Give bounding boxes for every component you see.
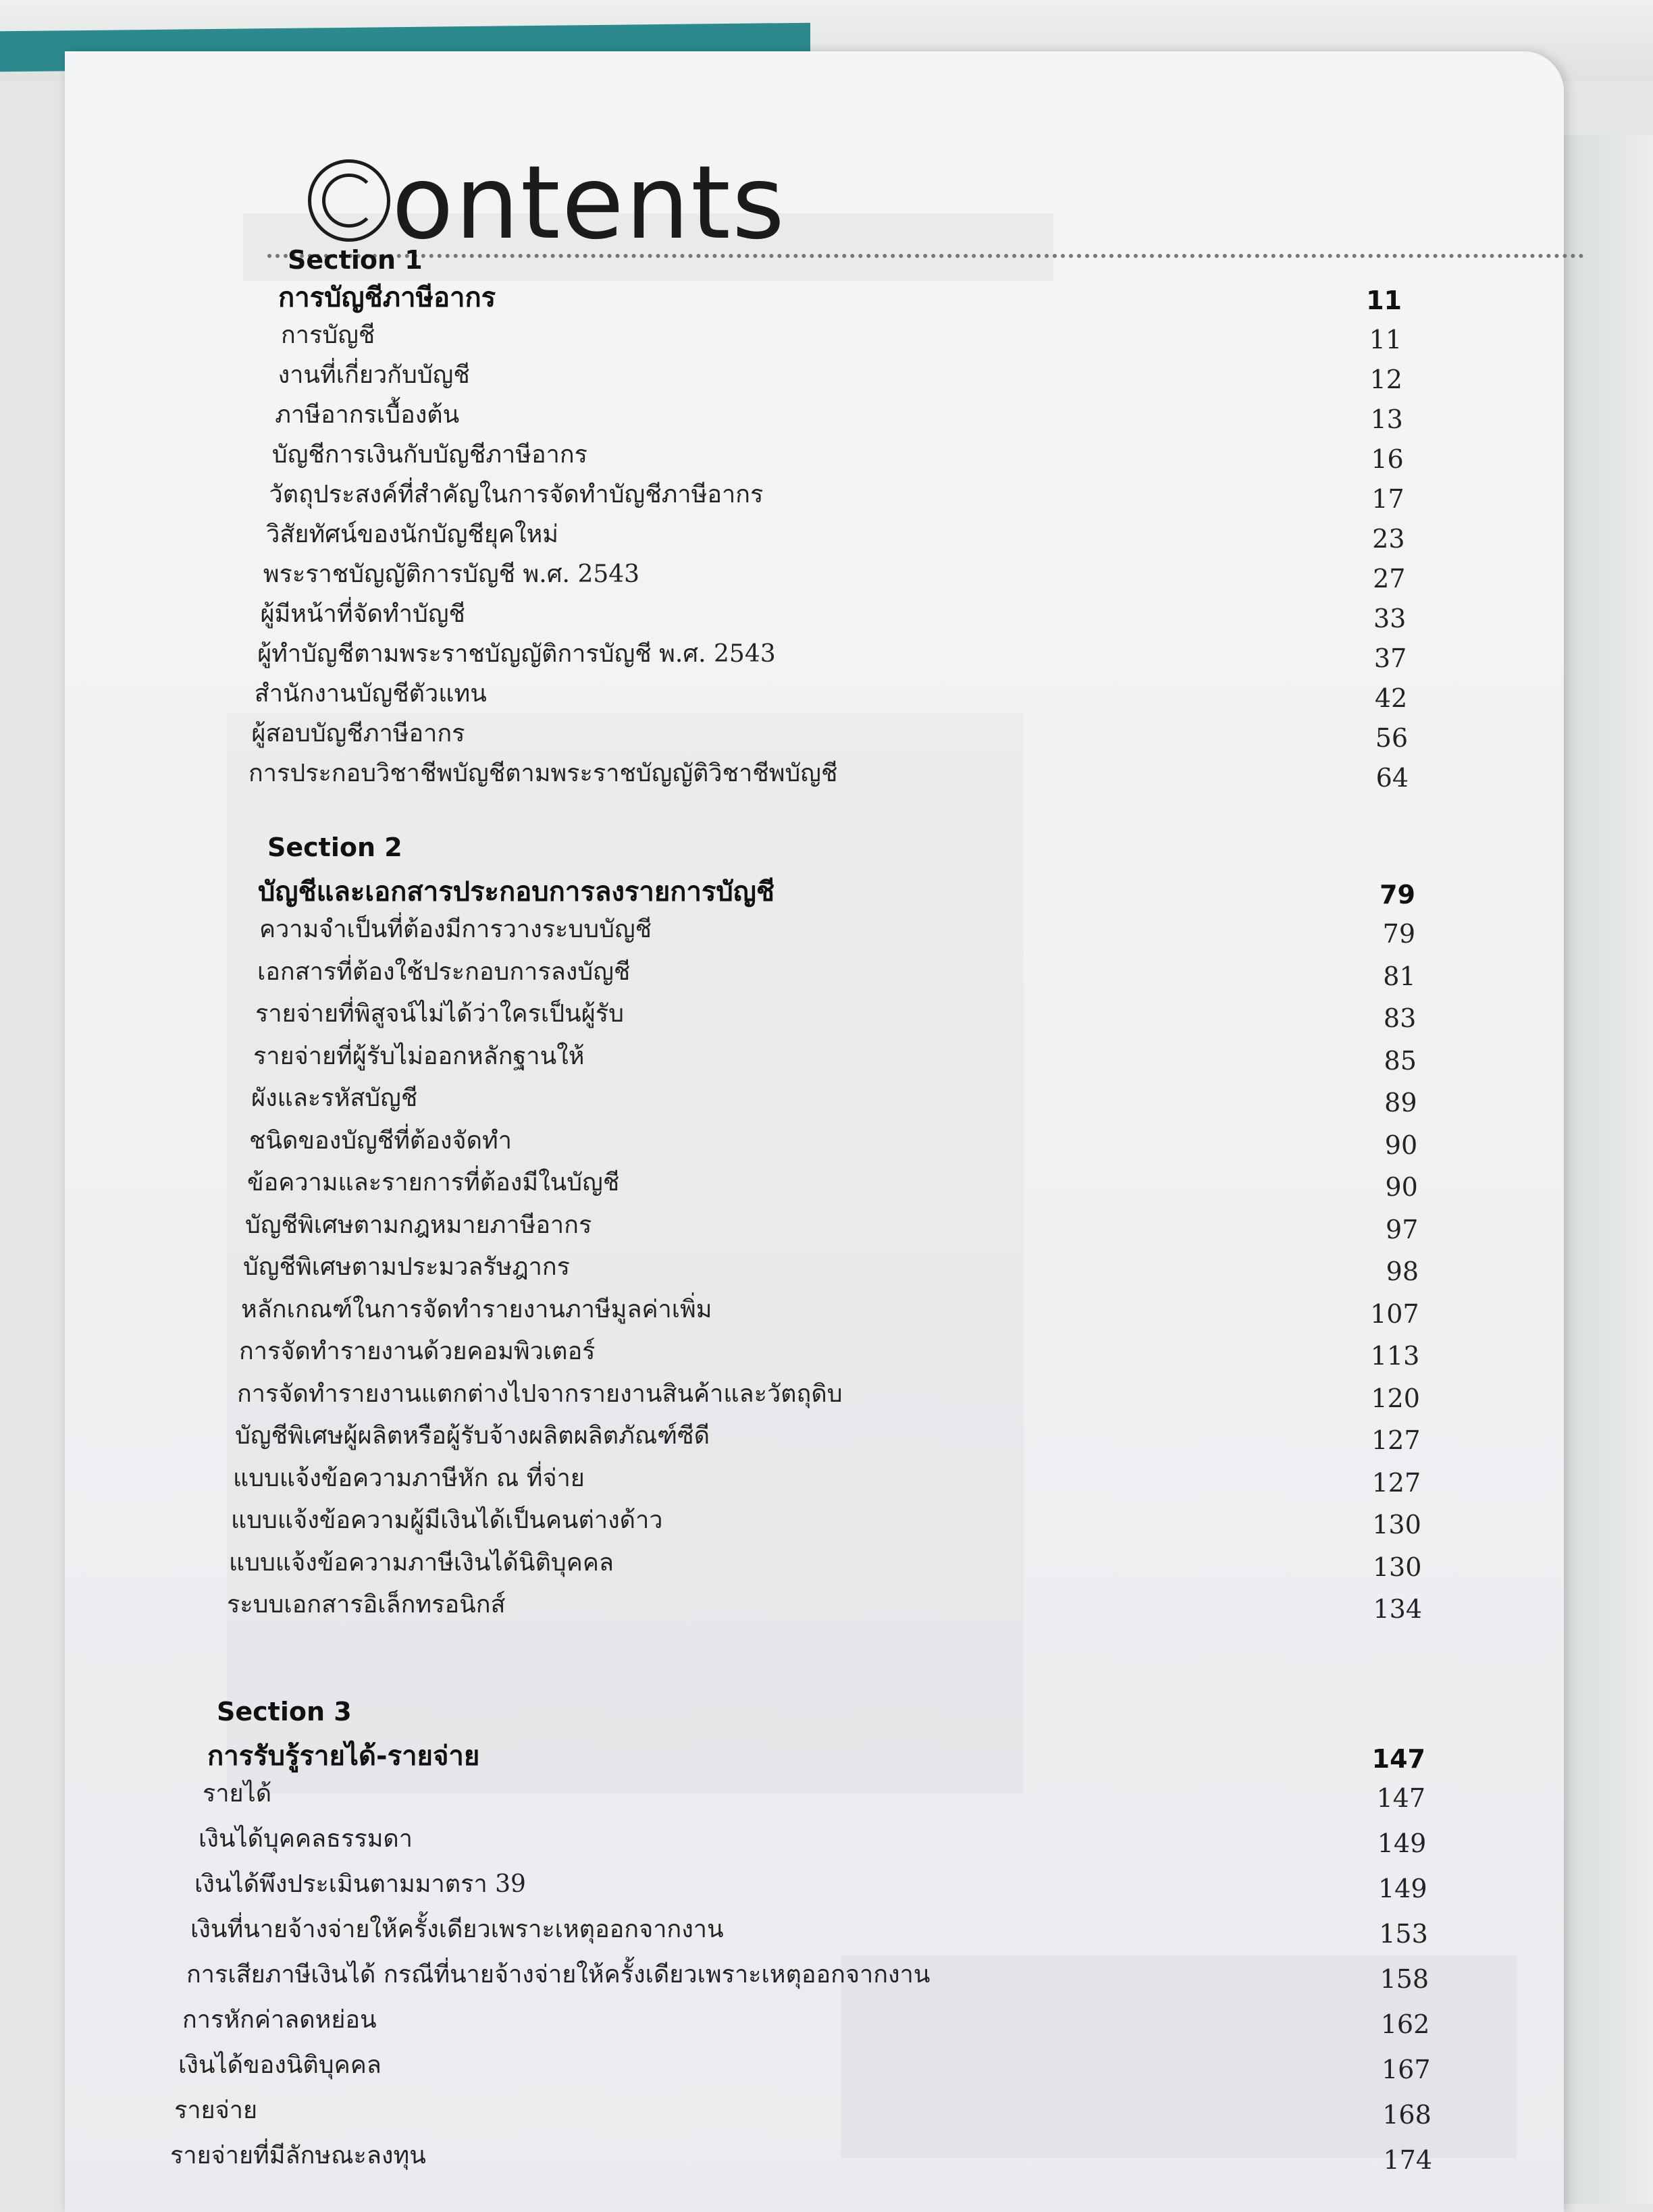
- page-title: [308, 144, 786, 262]
- toc-entry[interactable]: บัญชีพิเศษตามประมวลรัษฎากร: [243, 1253, 571, 1281]
- toc-entry[interactable]: บัญชีพิเศษผู้ผลิตหรือผู้รับจ้างผลิตผลิตภัณฑ์ซีดี: [235, 1422, 710, 1450]
- toc-page-number: 11: [1369, 325, 1402, 354]
- toc-entry[interactable]: การจัดทำรายงานแตกต่างไปจากรายงานสินค้าและวัตถุดิบ: [237, 1379, 843, 1408]
- section-title[interactable]: การรับรู้รายได้-รายจ่าย: [207, 1741, 480, 1772]
- toc-entry[interactable]: แบบแจ้งข้อความภาษีหัก ณ ที่จ่าย: [233, 1464, 585, 1492]
- contents-page: [65, 51, 1564, 2212]
- toc-entry[interactable]: ระบบเอกสารอิเล็กทรอนิกส์: [227, 1591, 506, 1618]
- toc-page-number: 56: [1375, 723, 1409, 753]
- section-page-number: 79: [1380, 880, 1415, 910]
- toc-entry[interactable]: หลักเกณฑ์ในการจัดทำรายงานภาษีมูลค่าเพิ่ม: [241, 1295, 712, 1323]
- toc-entry[interactable]: รายจ่ายที่พิสูจน์ไม่ได้ว่าใครเป็นผู้รับ: [255, 1000, 624, 1028]
- toc-page-number: 158: [1380, 1964, 1429, 1994]
- toc-page-number: 64: [1375, 763, 1409, 793]
- toc-page-number: 17: [1371, 484, 1405, 514]
- toc-entry[interactable]: ผังและรหัสบัญชี: [251, 1084, 418, 1112]
- toc-page-number: 13: [1370, 404, 1403, 434]
- toc-entry[interactable]: การเสียภาษีเงินได้ กรณีที่นายจ้างจ่ายให้ครั้งเดียวเพราะเหตุออกจากงาน: [186, 1961, 930, 1989]
- page-title-text: ontents: [392, 144, 786, 262]
- toc-page-number: 37: [1373, 643, 1407, 673]
- toc-page-number: 89: [1384, 1088, 1417, 1117]
- toc-page-number: 97: [1386, 1214, 1419, 1244]
- toc-entry[interactable]: แบบแจ้งข้อความภาษีเงินได้นิติบุคคล: [229, 1548, 614, 1577]
- toc-entry[interactable]: วัตถุประสงค์ที่สำคัญในการจัดทำบัญชีภาษีอากร: [269, 481, 764, 508]
- toc-entry[interactable]: บัญชีพิเศษตามกฎหมายภาษีอากร: [245, 1211, 592, 1239]
- toc-page-number: 85: [1384, 1045, 1417, 1076]
- toc-entry[interactable]: รายจ่ายที่มีลักษณะลงทุน: [170, 2142, 426, 2169]
- toc-page-number: 27: [1373, 564, 1406, 594]
- toc-page-number: 127: [1371, 1467, 1421, 1498]
- toc-entry[interactable]: ผู้ทำบัญชีตามพระราชบัญญัติการบัญชี พ.ศ. 2543: [257, 640, 776, 668]
- section-page-number: 147: [1371, 1744, 1425, 1774]
- adjacent-page-edge: [1558, 135, 1653, 2204]
- toc-page-number: 83: [1383, 1003, 1417, 1033]
- toc-page-number: 33: [1373, 604, 1407, 633]
- toc-entry[interactable]: เงินได้บุคคลธรรมดา: [199, 1825, 413, 1853]
- toc-page-number: 174: [1383, 2145, 1432, 2175]
- toc-page-number: 90: [1384, 1130, 1418, 1160]
- toc-entry[interactable]: บัญชีการเงินกับบัญชีภาษีอากร: [271, 441, 587, 469]
- toc-entry[interactable]: ความจำเป็นที่ต้องมีการวางระบบบัญชี: [259, 916, 652, 943]
- toc-entry[interactable]: รายจ่าย: [174, 2097, 258, 2124]
- toc-page-number: 130: [1372, 1552, 1422, 1582]
- toc-page-number: 120: [1371, 1383, 1420, 1413]
- toc-page-number: 16: [1371, 444, 1404, 474]
- toc-entry[interactable]: การจัดทำรายงานด้วยคอมพิวเตอร์: [239, 1338, 596, 1365]
- toc-page-number: 12: [1369, 365, 1402, 394]
- dotted-divider: [267, 254, 1584, 258]
- toc-entry[interactable]: งานที่เกี่ยวกับบัญชี: [278, 361, 470, 389]
- toc-entry[interactable]: ข้อความและรายการที่ต้องมีในบัญชี: [247, 1169, 620, 1196]
- toc-entry[interactable]: การประกอบวิชาชีพบัญชีตามพระราชบัญญัติวิชาชีพบัญชี: [248, 760, 838, 787]
- toc-entry[interactable]: ชนิดของบัญชีที่ต้องจัดทำ: [249, 1126, 512, 1155]
- toc-page-number: 167: [1381, 2055, 1431, 2084]
- toc-page-number: 147: [1376, 1783, 1425, 1813]
- section-label: Section 2: [267, 833, 402, 862]
- toc-page-number: 81: [1383, 961, 1416, 991]
- section-title[interactable]: บัญชีและเอกสารประกอบการลงรายการบัญชี: [258, 876, 775, 907]
- toc-page-number: 107: [1370, 1298, 1419, 1329]
- title-initial-c-icon: [308, 159, 390, 242]
- toc-entry[interactable]: รายได้: [203, 1780, 272, 1808]
- section-page-number: 11: [1366, 286, 1402, 315]
- toc-page-number: 130: [1372, 1510, 1421, 1539]
- toc-entry[interactable]: พระราชบัญญัติการบัญชี พ.ศ. 2543: [263, 560, 640, 588]
- section-title[interactable]: การบัญชีภาษีอากร: [278, 282, 496, 313]
- toc-page-number: 98: [1386, 1257, 1419, 1286]
- toc-entry[interactable]: การหักค่าลดหย่อน: [182, 2006, 377, 2034]
- toc-entry[interactable]: เงินได้ของนิติบุคคล: [178, 2051, 382, 2079]
- toc-page-number: 127: [1371, 1425, 1421, 1455]
- toc-page-number: 23: [1372, 524, 1405, 554]
- toc-entry[interactable]: แบบแจ้งข้อความผู้มีเงินได้เป็นคนต่างด้าว: [231, 1506, 663, 1534]
- toc-page-number: 162: [1380, 2009, 1430, 2039]
- toc-page-number: 149: [1378, 1874, 1427, 1903]
- toc-entry[interactable]: วิสัยทัศน์ของนักบัญชียุคใหม่: [266, 521, 559, 548]
- toc-entry[interactable]: เอกสารที่ต้องใช้ประกอบการลงบัญชี: [257, 957, 631, 986]
- toc-page-number: 113: [1370, 1341, 1420, 1371]
- toc-entry[interactable]: รายจ่ายที่ผู้รับไม่ออกหลักฐานให้: [253, 1042, 585, 1070]
- toc-entry[interactable]: การบัญชี: [281, 321, 375, 349]
- toc-page-number: 42: [1374, 683, 1408, 713]
- toc-page-number: 153: [1379, 1919, 1428, 1949]
- section-label: Section 3: [217, 1697, 352, 1727]
- toc-entry[interactable]: เงินที่นายจ้างจ่ายให้ครั้งเดียวเพราะเหตุออกจากงาน: [190, 1916, 724, 1943]
- toc-page-number: 168: [1382, 2100, 1432, 2130]
- toc-page-number: 134: [1373, 1594, 1422, 1624]
- toc-entry[interactable]: ผู้มีหน้าที่จัดทำบัญชี: [260, 600, 465, 628]
- toc-page-number: 149: [1377, 1828, 1427, 1858]
- toc-entry[interactable]: ภาษีอากรเบื้องต้น: [275, 401, 460, 429]
- section-label: Section 1: [288, 245, 423, 275]
- toc-page-number: 90: [1385, 1172, 1418, 1202]
- toc-entry[interactable]: เงินได้พึงประเมินตามมาตรา 39: [194, 1870, 526, 1898]
- toc-page-number: 79: [1382, 919, 1415, 949]
- toc-entry[interactable]: ผู้สอบบัญชีภาษีอากร: [251, 720, 465, 747]
- toc-entry[interactable]: สำนักงานบัญชีตัวแทน: [254, 680, 487, 708]
